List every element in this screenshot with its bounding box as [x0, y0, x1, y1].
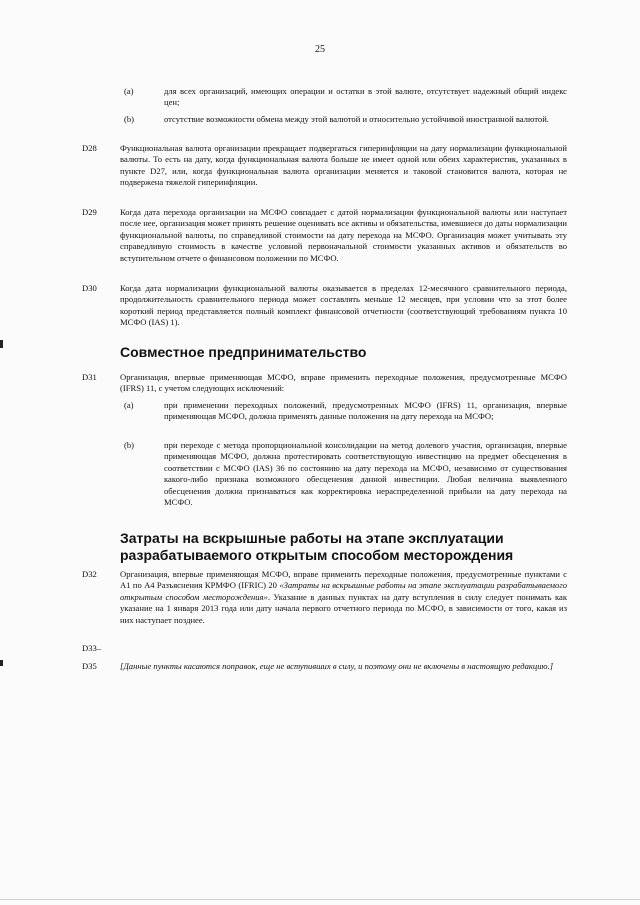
paragraph-number: D31	[82, 372, 97, 382]
list-item-text: при применении переходных положений, предусмотренных МСФО (IFRS) 11, организация, впервые применяющая МСФО, должна применять данные положения на дату перехода на МСФО;	[164, 400, 567, 422]
list-item-label: (b)	[124, 440, 135, 450]
paragraph-d31: Организация, впервые применяющая МСФО, вправе применить переходные положения, предусмотренные МСФО (IFRS) 11, с учетом следующих исключений:	[120, 372, 567, 394]
section-heading: Затраты на вскрышные работы на этапе эксплуатации разрабатываемого открытым способом месторождения	[120, 530, 514, 563]
paragraph-number: D30	[82, 283, 97, 293]
list-item-label: (b)	[124, 114, 135, 124]
scan-edge-mark	[0, 340, 3, 348]
paragraph-number: D28	[82, 143, 97, 153]
paragraph-number: D33–	[82, 643, 102, 653]
paragraph-text: Организация, впервые применяющая МСФО, вправе применить переходные положения, предусмотренные пунктами с А1 по А4 Разъяснения КРМФО (IFRIC) 20	[120, 569, 567, 591]
list-item-label: (a)	[124, 86, 134, 96]
paragraph-d32	[120, 569, 567, 626]
paragraph-text: . Указание в данных пунктах на дату вступления в силу следует понимать как указание на 1 января 2013 года или дату начала первого отчетного периода по МСФО, в зависимости от того, какая из них наступает позднее.	[120, 591, 568, 625]
page-number: 25	[315, 44, 325, 55]
list-item-text: при переходе с метода пропорциональной консолидации на метод долевого участия, организация, впервые применяющая МСФО, должна протестировать соответствующую инвестицию на предмет обесценения в соответствии с МСФО (IAS) 36 по состоянию на дату перехода на МСФО, независимо от существования какого-либо признака возможного обесценения данной инвестиции. Любая величина выявленного обесценения должна признаваться как корректировка нераспределенной прибыли на дату перехода на МСФО.	[164, 440, 567, 508]
page-bottom-edge	[0, 899, 640, 900]
paragraph-d30: Когда дата нормализации функциональной валюты оказывается в пределах 12-месячного сравнительного периода, продолжительность сравнительного периода может составлять меньше 12 месяцев, при условии что за этот более короткий период представляется полный комплект финансовой отчетности (соответствующий требованиям пункта 10 МСФО (IAS) 1).	[120, 283, 567, 328]
scan-edge-mark	[0, 660, 3, 666]
list-item-label: (a)	[124, 400, 134, 410]
paragraph-d35: [Данные пункты касаются поправок, еще не вступивших в силу, и поэтому они не включены в настоящую редакцию.]	[120, 661, 554, 671]
interpretation-title: «Затраты на вскрышные работы на этапе эксплуатации разрабатываемого открытым способом месторождения»	[120, 580, 567, 602]
paragraph-number: D32	[82, 569, 97, 579]
paragraph-number: D35	[82, 661, 97, 671]
paragraph-d29: Когда дата перехода организации на МСФО совпадает с датой нормализации функциональной валюты или наступает после нее, организация может принять решение оценивать все активы и обязательства, имевшиеся до даты нормализации функциональной валюты, по справедливой стоимости на дату перехода на МСФО. Организация может учитывать эту справедливую стоимость в качестве условной первоначальной стоимости указанных активов и обязательств во вступительном отчете о финансовом положении по МСФО.	[120, 207, 567, 263]
paragraph-number: D29	[82, 207, 97, 217]
paragraph-d28: Функциональная валюта организации прекращает подвергаться гиперинфляции на дату нормализации функциональной валюты. То есть на дату, когда функциональная валюта больше не имеет одной или обеих характеристик, указанных в пункте D27, или, когда функциональная валюта организации меняется и таковой становится валюта, которая не подвержена тяжелой гиперинфляции.	[120, 143, 567, 188]
list-item-text: отсутствие возможности обмена между этой валютой и относительно устойчивой иностранной валютой.	[164, 114, 549, 124]
section-heading: Совместное предпринимательство	[120, 344, 367, 360]
list-item-text: для всех организаций, имеющих операции и остатки в этой валюте, отсутствует надежный общий индекс цен;	[164, 86, 567, 108]
